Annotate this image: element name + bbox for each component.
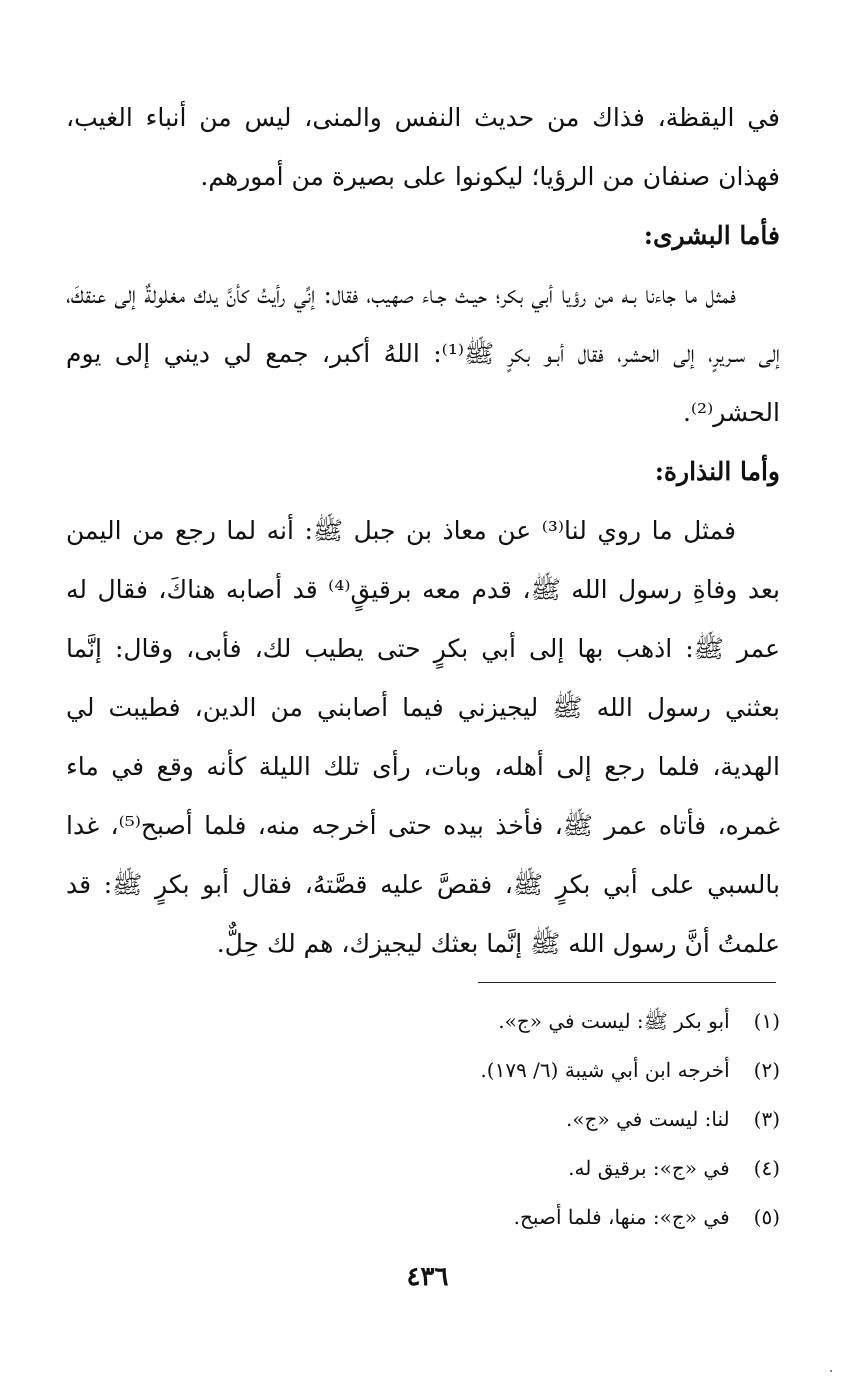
footnote-item bbox=[300, 1193, 780, 1242]
main-text bbox=[66, 88, 780, 973]
footnote-text: أخرجه ابن أبي شيبة (٦/ ١٧٩). bbox=[480, 1058, 730, 1082]
footnote-text: أبو بكر ﷺ: ليست في «ج». bbox=[498, 1009, 730, 1033]
paragraph-warning: فمثل ما روي لنا⁽³⁾ عن معاذ بن جبل ﷺ: أنه لما رجع من اليمن بعد وفاةِ رسول الله ﷺ، قدم معه برقيقٍ⁽⁴⁾ قد أصابه هناكَ، فقال له عمر ﷺ: اذهب بها إلى أبي بكرٍ حتى يطيب لك، فأبى، وقال: إنَّما بعثني رسول الله ﷺ ليجيزني فيما أصابني من الدين، فطيبت لي الهدية، فلما رجع إلى أهله، وبات، رأى تلك الليلة كأنه وقع في ماء غمره، فأتاه عمر ﷺ، فأخذ بيده حتى أخرجه منه، فلما أصبح⁽⁵⁾، غدا بالسبي على أبي بكرٍ ﷺ، فقصَّ عليه قصَّتهُ، فقال أبو بكرٍ ﷺ: قد علمتُ أنَّ رسول الله ﷺ إنَّما بعثك ليجيزك، هم لك حِلٌّ. bbox=[66, 516, 780, 958]
scan-speck bbox=[830, 1370, 832, 1372]
footnote-text: في «ج»: برقيق له. bbox=[568, 1156, 730, 1180]
footnote-text: لنا: ليست في «ج». bbox=[566, 1107, 730, 1131]
footnote-number: (٢) bbox=[753, 1058, 780, 1082]
footnote-divider bbox=[478, 982, 776, 983]
footnote-number: (٤) bbox=[753, 1156, 780, 1180]
footnote-item bbox=[300, 1095, 780, 1144]
footnote-text: في «ج»: منها، فلما أصبح. bbox=[513, 1205, 730, 1229]
footnote-number: (٣) bbox=[753, 1107, 780, 1131]
footnote-number: (٥) bbox=[753, 1205, 780, 1229]
footnotes bbox=[300, 997, 780, 1242]
footnote-item bbox=[300, 1046, 780, 1095]
page-number: ٤٣٦ bbox=[406, 1262, 449, 1292]
paragraph-intro: في اليقظة، فذاك من حديث النفس والمنى، ليس من أنباء الغيب، فهذان صنفان من الرؤيا؛ ليكونوا على بصيرة من أمورهم. bbox=[66, 103, 780, 191]
footnote-number: (١) bbox=[753, 1009, 780, 1033]
heading-glad-tidings: فأما البشرى: bbox=[643, 221, 780, 250]
paragraph-glad-tidings: فمثل ما جاءنا بـه من رؤيا أبي بكر؛ حيـث جـاء صهيب، فقال: إنِّي رأيتُ كأنَّ يدك مغلولةٌ إلى عنقكَ، إلى سـريرٍ، إلى الحشر، فقال أبـو بكرٍ ﷺ⁽¹⁾: اللهُ أكبر، جمع لي ديني إلى يوم الحشر⁽²⁾. bbox=[66, 280, 780, 427]
footnote-item bbox=[300, 997, 780, 1046]
footnote-item bbox=[300, 1144, 780, 1193]
heading-warning: وأما النذارة: bbox=[654, 457, 780, 486]
